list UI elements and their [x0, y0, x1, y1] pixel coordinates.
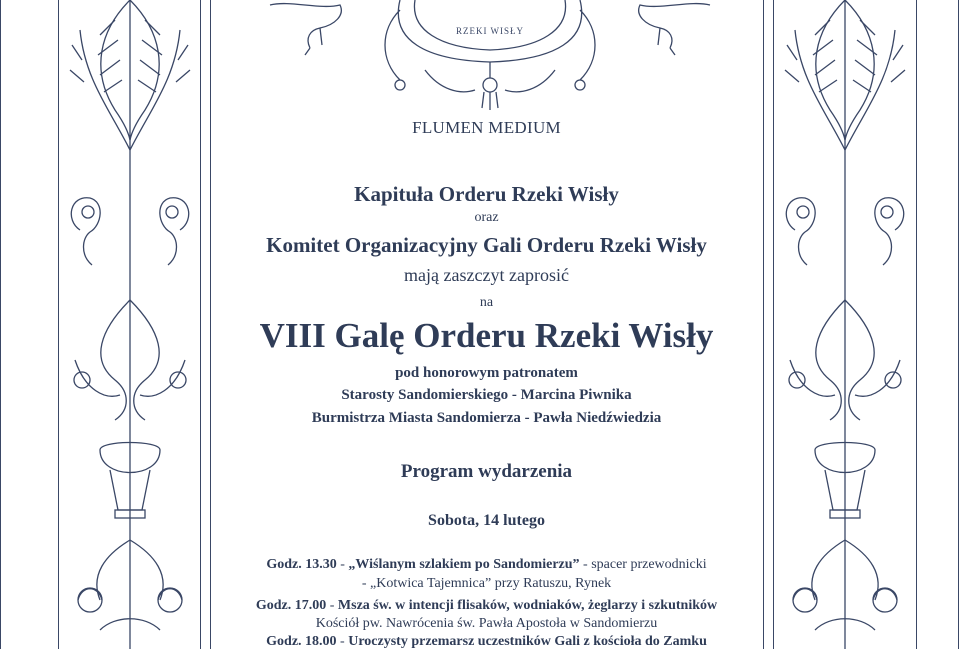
event-1-time: Godz. 13.30 [266, 557, 337, 572]
right-folk-ornament-icon [775, 0, 915, 649]
event-title: VIII Galę Orderu Rzeki Wisły [259, 316, 714, 355]
invitation-text [215, 0, 758, 649]
program-event-1-location: - „Kotwica Tajemnica” przy Ratuszu, Rynek [361, 576, 612, 591]
program-event-3: Godz. 18.00 - Uroczysty przemarsz uczestników Gali z kościoła do Zamku [266, 634, 707, 649]
organizer-committee: Komitet Organizacyjny Gali Orderu Rzeki Wisły [266, 233, 707, 257]
left-outer-border [0, 0, 1, 649]
invite-to: na [479, 295, 494, 310]
motto: FLUMEN MEDIUM [412, 118, 561, 137]
program-event-2: Godz. 17.00 - Msza św. w intencji flisaków, wodniaków, żeglarzy i szkutników [255, 598, 718, 613]
event-1-title: „Wiślanym szlakiem po Sandomierzu” [348, 557, 580, 572]
left-folk-ornament-icon [60, 0, 200, 649]
patron-mayor: Burmistrza Miasta Sandomierza - Pawła Niedźwiedzia [311, 410, 662, 426]
conjunction: oraz [474, 210, 499, 225]
organizer-chapter: Kapituła Orderu Rzeki Wisły [354, 182, 619, 206]
right-outer-border [958, 0, 959, 649]
invite-phrase: mają zaszczyt zaprosić [404, 265, 569, 285]
event-2-time: Godz. 17.00 [255, 598, 327, 613]
right-inner-border [916, 0, 917, 649]
patronage-intro: pod honorowym patronatem [395, 365, 578, 381]
right-inner-border-2 [773, 0, 774, 649]
event-1-detail: - spacer przewodnicki [579, 557, 707, 572]
patron-starost: Starosty Sandomierskiego - Marcina Piwnika [341, 387, 632, 403]
program-day: Sobota, 14 lutego [428, 512, 545, 529]
program-event-1: Godz. 13.30 - „Wiślanym szlakiem po Sandomierzu” - spacer przewodnicki [266, 557, 707, 572]
left-inner-border [58, 0, 59, 649]
event-2-title: Msza św. w intencji flisaków, wodniaków, żeglarzy i szkutników [337, 598, 718, 613]
event-3-time: Godz. 18.00 [266, 634, 337, 649]
seal-text: RZEKI WISŁY [455, 26, 525, 36]
right-inner-border-3 [763, 0, 764, 649]
program-event-2-location: Kościół pw. Nawrócenia św. Pawła Apostoła w Sandomierzu [315, 616, 658, 631]
event-3-title: Uroczysty przemarsz uczestników Gali z kościoła do Zamku [348, 634, 707, 649]
left-inner-border-3 [210, 0, 211, 649]
left-inner-border-2 [200, 0, 201, 649]
program-heading: Program wydarzenia [400, 461, 573, 482]
